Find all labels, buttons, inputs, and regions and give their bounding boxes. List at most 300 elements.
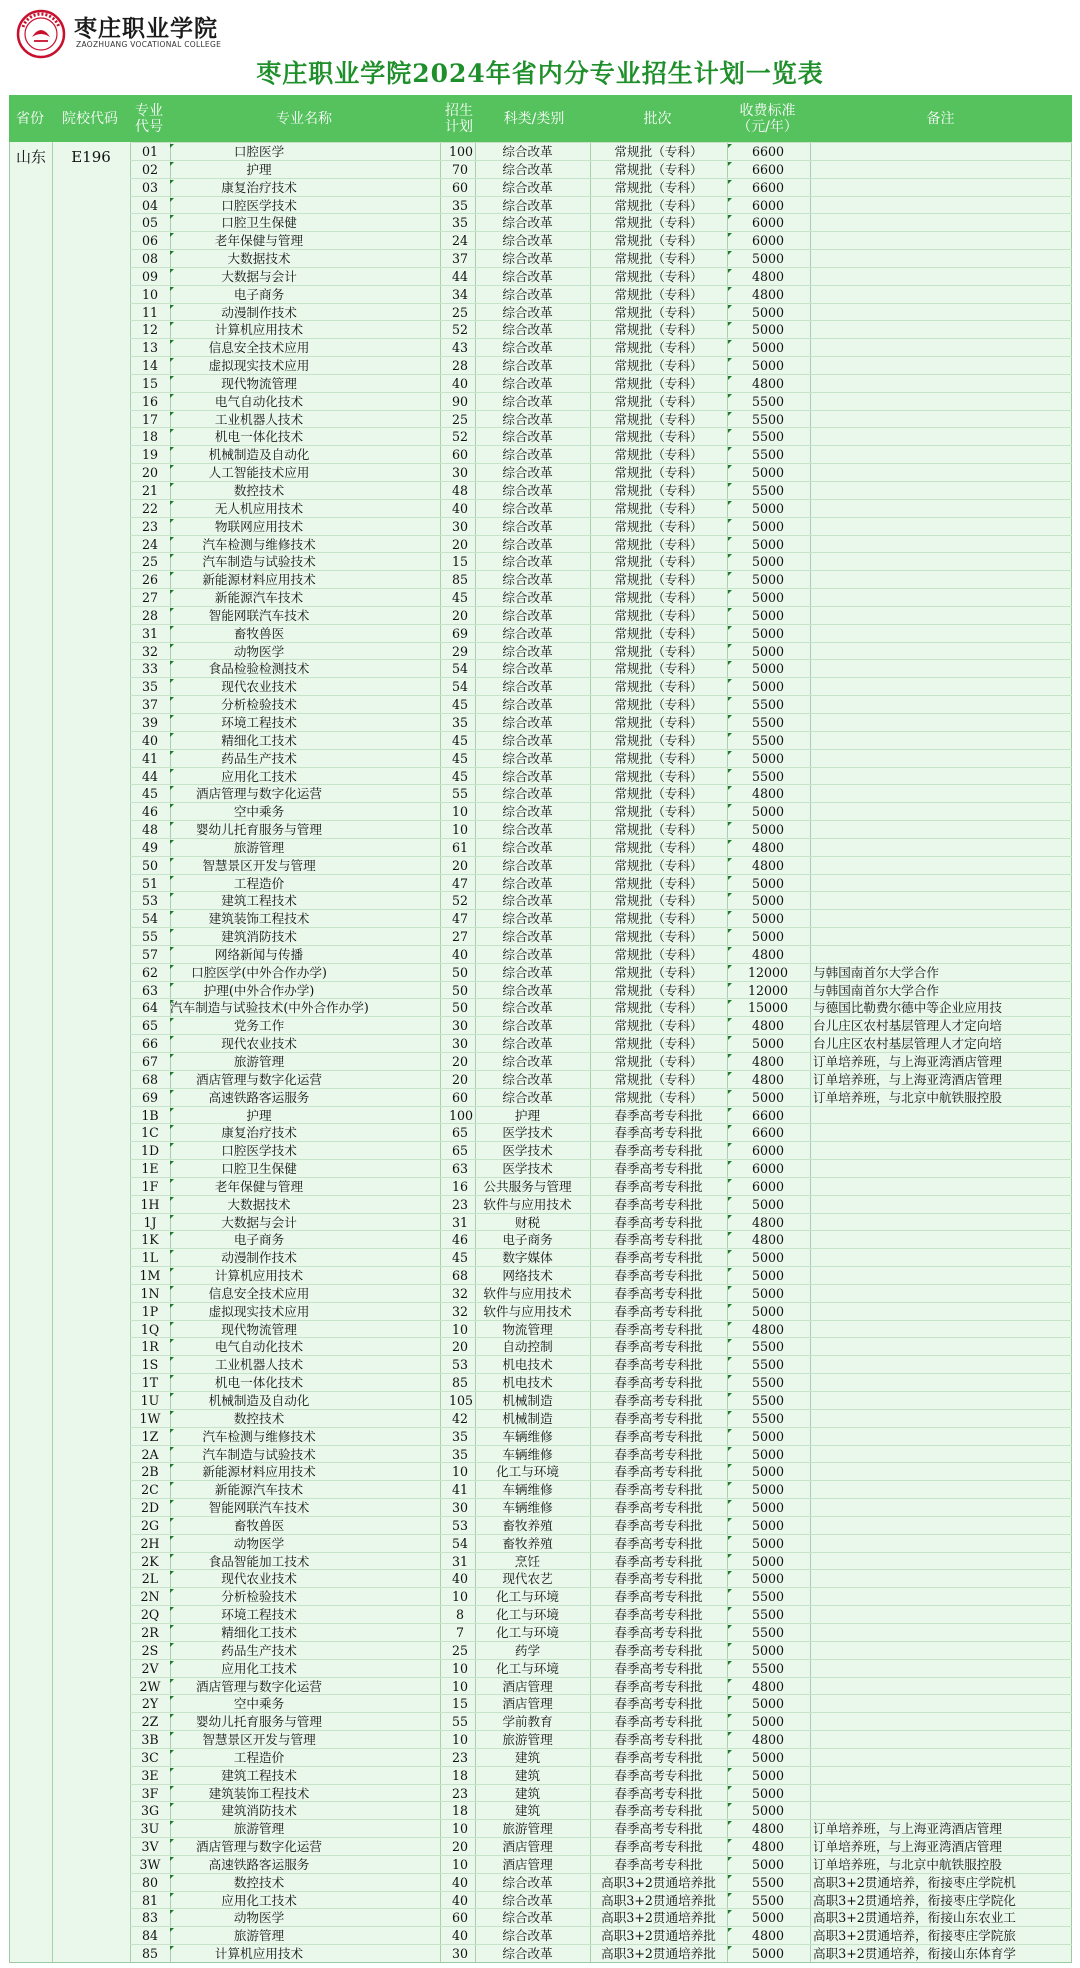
major-name-cell: 数控技术	[233, 1874, 285, 1890]
cell-flag-icon	[728, 394, 732, 398]
category-cell: 机械制造	[502, 1393, 553, 1409]
batch-cell: 春季高考专科批	[614, 1553, 703, 1569]
plan-count-cell: 53	[451, 1517, 469, 1533]
plan-count-cell: 46	[451, 1232, 469, 1248]
note-cell	[811, 1142, 1074, 1159]
plan-count-cell: 20	[451, 857, 469, 873]
major-name-cell: 智慧景区开发与管理	[202, 1732, 316, 1748]
batch-cell: 春季高考专科批	[614, 1428, 703, 1444]
plan-count-cell: 31	[451, 1553, 469, 1569]
table-row	[130, 1302, 1072, 1321]
plan-count-cell: 61	[451, 839, 469, 855]
major-code-cell: 66	[141, 1036, 159, 1052]
plan-count-cell: 40	[451, 946, 469, 962]
major-name-cell: 数控技术	[233, 1410, 285, 1426]
category-cell: 综合改革	[502, 233, 553, 249]
table-row	[130, 606, 1072, 625]
major-name-cell: 智慧景区开发与管理	[202, 857, 316, 873]
fee-cell: 5500	[751, 1892, 785, 1908]
batch-cell: 常规批（专科）	[614, 429, 703, 445]
cell-flag-icon	[170, 733, 174, 737]
table-row	[130, 1569, 1072, 1588]
cell-flag-icon	[728, 1607, 732, 1611]
batch-cell: 常规批（专科）	[614, 483, 703, 499]
note-cell	[811, 143, 1074, 160]
note-cell: 高职3+2贯通培养，衔接山东农业工	[813, 1910, 1016, 1926]
major-code-cell: 2B	[141, 1464, 159, 1480]
major-code-cell: 62	[141, 964, 159, 980]
category-cell: 综合改革	[502, 447, 553, 463]
batch-cell: 春季高考专科批	[614, 1482, 703, 1498]
major-name-cell: 机电一体化技术	[214, 429, 304, 445]
note-cell	[811, 1160, 1074, 1177]
cell-flag-icon	[170, 1500, 174, 1504]
cell-flag-icon	[728, 769, 732, 773]
major-code-cell: 68	[141, 1071, 159, 1087]
category-cell: 综合改革	[502, 411, 553, 427]
cell-flag-icon	[170, 1946, 174, 1950]
table-row	[130, 1694, 1072, 1713]
cell-flag-icon	[728, 287, 732, 291]
note-cell	[811, 161, 1074, 178]
batch-cell: 常规批（专科）	[614, 786, 703, 802]
major-name-cell: 汽车制造与试验技术(中外合作办学)	[170, 1000, 369, 1016]
major-code-cell: 1R	[141, 1339, 159, 1355]
table-row	[130, 1480, 1072, 1499]
cell-flag-icon	[170, 1215, 174, 1219]
table-row	[130, 1516, 1072, 1535]
cell-flag-icon	[170, 1732, 174, 1736]
major-name-cell: 电子商务	[233, 286, 285, 302]
category-cell: 综合改革	[502, 643, 553, 659]
table-row	[130, 998, 1072, 1017]
table-row	[130, 535, 1072, 554]
table-row	[130, 499, 1072, 518]
note-cell	[811, 1231, 1074, 1248]
major-name-cell: 酒店管理与数字化运营	[196, 786, 322, 802]
cell-flag-icon	[728, 1750, 732, 1754]
category-cell: 软件与应用技术	[483, 1285, 572, 1301]
major-code-cell: 2K	[141, 1553, 159, 1569]
major-name-cell: 环境工程技术	[221, 1607, 297, 1623]
cell-flag-icon	[170, 1536, 174, 1540]
batch-cell: 常规批（专科）	[614, 839, 703, 855]
major-code-cell: 41	[141, 750, 159, 766]
major-name-cell: 建筑消防技术	[221, 929, 297, 945]
cell-flag-icon	[728, 1429, 732, 1433]
major-code-cell: 37	[141, 697, 159, 713]
cell-flag-icon	[170, 1072, 174, 1076]
major-name-cell: 动物医学	[233, 1535, 285, 1551]
note-cell	[811, 1588, 1074, 1605]
category-cell: 药学	[514, 1642, 541, 1658]
table-row	[130, 1605, 1072, 1624]
cell-flag-icon	[728, 1215, 732, 1219]
cell-flag-icon	[728, 1197, 732, 1201]
category-cell: 建筑	[514, 1767, 541, 1783]
table-row	[130, 624, 1072, 643]
category-cell: 综合改革	[502, 1946, 553, 1962]
fee-cell: 5500	[751, 714, 785, 730]
batch-cell: 常规批（专科）	[614, 393, 703, 409]
cell-flag-icon	[728, 786, 732, 790]
note-cell	[811, 1713, 1074, 1730]
fee-cell: 5000	[751, 1535, 785, 1551]
fee-cell: 4800	[751, 1821, 785, 1837]
batch-cell: 春季高考专科批	[614, 1642, 703, 1658]
cell-flag-icon	[728, 1696, 732, 1700]
major-name-cell: 酒店管理与数字化运营	[196, 1678, 322, 1694]
table-row	[130, 891, 1072, 910]
cell-flag-icon	[728, 840, 732, 844]
note-cell	[811, 785, 1074, 802]
cell-flag-icon	[170, 644, 174, 648]
cell-flag-icon	[728, 1090, 732, 1094]
cell-flag-icon	[170, 1018, 174, 1022]
note-cell	[811, 1267, 1074, 1284]
plan-count-cell: 35	[451, 714, 469, 730]
major-name-cell: 畜牧兽医	[233, 1517, 285, 1533]
table-row	[130, 927, 1072, 946]
note-cell	[811, 857, 1074, 874]
note-cell	[811, 768, 1074, 785]
note-cell	[811, 803, 1074, 820]
table-row	[130, 981, 1072, 1000]
cell-flag-icon	[728, 1018, 732, 1022]
major-code-cell: 13	[141, 340, 159, 356]
cell-flag-icon	[170, 1054, 174, 1058]
major-code-cell: 2Z	[141, 1714, 159, 1730]
cell-flag-icon	[728, 1375, 732, 1379]
note-cell	[811, 1249, 1074, 1266]
major-code-cell: 06	[141, 233, 159, 249]
major-name-cell: 现代农业技术	[221, 679, 297, 695]
note-cell	[811, 607, 1074, 624]
batch-cell: 常规批（专科）	[614, 286, 703, 302]
major-code-cell: 3F	[141, 1785, 159, 1801]
major-name-cell: 应用化工技术	[221, 1660, 297, 1676]
table-row	[130, 1052, 1072, 1071]
plan-count-cell: 63	[451, 1161, 469, 1177]
major-code-cell: 03	[141, 179, 159, 195]
batch-cell: 春季高考专科批	[614, 1660, 703, 1676]
major-name-cell: 空中乘务	[233, 804, 285, 820]
table-row	[130, 1177, 1072, 1196]
batch-cell: 春季高考专科批	[614, 1803, 703, 1819]
table-row	[130, 802, 1072, 821]
cell-flag-icon	[170, 1661, 174, 1665]
batch-cell: 春季高考专科批	[614, 1785, 703, 1801]
table-row	[130, 178, 1072, 197]
category-cell: 综合改革	[502, 393, 553, 409]
header-plan	[439, 95, 479, 142]
header-category: 科类/类别	[503, 110, 565, 127]
table-row	[130, 1855, 1072, 1874]
batch-cell: 常规批（专科）	[614, 465, 703, 481]
major-name-cell: 高速铁路客运服务	[208, 1856, 310, 1872]
plan-count-cell: 90	[451, 393, 469, 409]
fee-cell: 5000	[751, 1803, 785, 1819]
major-name-cell: 动物医学	[233, 643, 285, 659]
major-name-cell: 汽车检测与维修技术	[202, 1428, 316, 1444]
batch-cell: 常规批（专科）	[614, 1054, 703, 1069]
category-cell: 综合改革	[502, 679, 553, 695]
table-row	[130, 267, 1072, 286]
major-name-cell: 畜牧兽医	[233, 625, 285, 641]
note-cell	[811, 1517, 1074, 1534]
cell-flag-icon	[170, 554, 174, 558]
note-cell	[811, 553, 1074, 570]
table-row	[130, 1552, 1072, 1571]
table-row	[130, 1908, 1072, 1927]
plan-count-cell: 44	[451, 268, 469, 284]
cell-flag-icon	[728, 1786, 732, 1790]
major-name-cell: 新能源汽车技术	[214, 590, 304, 606]
note-cell: 台儿庄区农村基层管理人才定向培	[813, 1036, 1002, 1052]
category-cell: 综合改革	[502, 429, 553, 445]
batch-cell: 常规批（专科）	[614, 893, 703, 909]
major-code-cell: 2N	[140, 1589, 160, 1605]
plan-count-cell: 65	[451, 1143, 469, 1159]
plan-count-cell: 52	[451, 429, 469, 445]
batch-cell: 春季高考专科批	[614, 1678, 703, 1694]
major-name-cell: 高速铁路客运服务	[208, 1089, 310, 1105]
major-name-cell: 旅游管理	[233, 1821, 285, 1837]
major-name-cell: 电子商务	[233, 1232, 285, 1248]
cell-flag-icon	[170, 1000, 174, 1004]
plan-count-cell: 50	[451, 982, 469, 998]
fee-cell: 5000	[751, 607, 785, 623]
category-cell: 化工与环境	[496, 1660, 559, 1676]
table-row	[130, 552, 1072, 571]
fee-cell: 5000	[751, 304, 785, 320]
category-cell: 烹饪	[514, 1553, 541, 1569]
batch-cell: 春季高考专科批	[614, 1446, 703, 1462]
cell-flag-icon	[728, 215, 732, 219]
fee-cell: 4800	[751, 286, 785, 302]
header-major-code	[129, 95, 169, 142]
major-code-cell: 2V	[141, 1660, 159, 1676]
batch-cell: 常规批（专科）	[614, 911, 703, 927]
cell-flag-icon	[728, 858, 732, 862]
major-code-cell: 33	[141, 661, 159, 677]
major-code-cell: 22	[141, 500, 159, 516]
table-row	[130, 249, 1072, 268]
table-row	[130, 231, 1072, 250]
fee-cell: 5000	[751, 536, 785, 552]
cell-flag-icon	[728, 519, 732, 523]
cell-flag-icon	[170, 1304, 174, 1308]
cell-flag-icon	[170, 447, 174, 451]
table-row	[130, 463, 1072, 482]
table-row	[130, 1748, 1072, 1767]
college-seal-icon	[16, 9, 66, 59]
batch-cell: 常规批（专科）	[614, 447, 703, 463]
category-cell: 自动控制	[502, 1339, 553, 1355]
batch-cell: 春季高考专科批	[614, 1607, 703, 1623]
cell-flag-icon	[728, 1910, 732, 1914]
major-name-cell: 机械制造及自动化	[208, 1393, 310, 1409]
category-cell: 机电技术	[502, 1375, 553, 1391]
note-cell	[811, 428, 1074, 445]
category-cell: 机电技术	[502, 1357, 553, 1373]
category-cell: 综合改革	[502, 1874, 553, 1890]
note-cell	[811, 1285, 1074, 1302]
table-row	[130, 445, 1072, 464]
batch-cell: 常规批（专科）	[614, 215, 703, 231]
major-name-cell: 婴幼儿托育服务与管理	[196, 1714, 322, 1730]
cell-flag-icon	[728, 537, 732, 541]
fee-cell: 5000	[751, 572, 785, 588]
cell-flag-icon	[728, 1839, 732, 1843]
plan-count-cell: 41	[451, 1482, 469, 1498]
plan-count-cell: 40	[451, 500, 469, 516]
plan-count-cell: 10	[451, 1464, 469, 1480]
major-code-cell: 2R	[141, 1624, 159, 1640]
major-name-cell: 新能源汽车技术	[214, 1482, 304, 1498]
plan-count-cell: 45	[451, 768, 469, 784]
major-name-cell: 口腔医学技术	[221, 197, 297, 213]
plan-count-cell: 53	[451, 1357, 469, 1373]
major-code-cell: 2G	[140, 1517, 160, 1533]
plan-count-cell: 52	[451, 322, 469, 338]
category-cell: 综合改革	[502, 500, 553, 516]
table-row	[130, 427, 1072, 446]
header-major-code-line2: 代号	[135, 118, 163, 135]
fee-cell: 5000	[751, 1749, 785, 1765]
major-name-cell: 婴幼儿托育服务与管理	[196, 822, 322, 838]
major-code-cell: 1T	[141, 1375, 159, 1391]
cell-flag-icon	[728, 269, 732, 273]
plan-count-cell: 43	[451, 340, 469, 356]
major-name-cell: 无人机应用技术	[214, 500, 304, 516]
major-name-cell: 机电一体化技术	[214, 1375, 304, 1391]
category-cell: 综合改革	[502, 554, 553, 570]
batch-cell: 春季高考专科批	[614, 1856, 703, 1872]
note-cell	[811, 1499, 1074, 1516]
major-name-cell: 口腔卫生保健	[221, 1161, 297, 1177]
major-name-cell: 环境工程技术	[221, 714, 297, 730]
major-code-cell: 3C	[141, 1749, 159, 1765]
major-name-cell: 旅游管理	[233, 839, 285, 855]
table-row	[130, 1587, 1072, 1606]
category-cell: 综合改革	[502, 929, 553, 945]
header-note: 备注	[926, 110, 955, 127]
note-cell	[811, 1463, 1074, 1480]
cell-flag-icon	[170, 661, 174, 665]
batch-cell: 常规批（专科）	[614, 643, 703, 659]
major-code-cell: 32	[141, 643, 159, 659]
table-row	[130, 392, 1072, 411]
note-cell	[811, 339, 1074, 356]
category-cell: 综合改革	[502, 304, 553, 320]
note-cell	[811, 1802, 1074, 1819]
table-row	[130, 1070, 1072, 1089]
cell-flag-icon	[728, 697, 732, 701]
major-name-cell: 建筑消防技术	[221, 1803, 297, 1819]
category-cell: 综合改革	[502, 268, 553, 284]
category-cell: 综合改革	[502, 340, 553, 356]
cell-flag-icon	[170, 1910, 174, 1914]
major-code-cell: 18	[141, 429, 159, 445]
category-cell: 综合改革	[502, 572, 553, 588]
cell-flag-icon	[170, 465, 174, 469]
cell-flag-icon	[728, 1232, 732, 1236]
major-code-cell: 2A	[141, 1446, 159, 1462]
batch-cell: 春季高考专科批	[614, 1767, 703, 1783]
category-cell: 建筑	[514, 1785, 541, 1801]
cell-flag-icon	[728, 1072, 732, 1076]
fee-cell: 6000	[751, 215, 785, 231]
fee-cell: 5500	[751, 697, 785, 713]
table-row	[130, 1801, 1072, 1820]
table-row	[130, 1355, 1072, 1374]
major-name-cell: 老年保健与管理	[214, 1178, 304, 1194]
major-name-cell: 口腔医学	[233, 144, 285, 159]
table-row	[130, 1730, 1072, 1749]
category-cell: 综合改革	[502, 1000, 553, 1016]
major-name-cell: 虚拟现实技术应用	[208, 1303, 310, 1319]
batch-cell: 常规批（专科）	[614, 375, 703, 391]
cell-flag-icon	[728, 1108, 732, 1112]
brand-name-en: ZAOZHUANG VOCATIONAL COLLEGE	[76, 40, 222, 49]
major-code-cell: 2Y	[141, 1696, 159, 1712]
fee-cell: 5000	[751, 1696, 785, 1712]
fee-cell: 5500	[751, 411, 785, 427]
major-code-cell: 1F	[141, 1178, 159, 1194]
fee-cell: 5000	[751, 1500, 785, 1516]
cell-flag-icon	[728, 733, 732, 737]
major-code-cell: 1B	[141, 1107, 159, 1123]
header-institution-code: 院校代码	[62, 110, 118, 127]
major-code-cell: 24	[141, 536, 159, 552]
institution-code-cell: E196	[71, 148, 111, 166]
batch-cell: 春季高考专科批	[614, 1250, 703, 1266]
note-cell	[811, 250, 1074, 267]
cell-flag-icon	[728, 608, 732, 612]
plan-count-cell: 40	[451, 1928, 469, 1944]
category-cell: 综合改革	[502, 839, 553, 855]
major-name-cell: 信息安全技术应用	[208, 340, 310, 356]
cell-flag-icon	[728, 965, 732, 969]
batch-cell: 春季高考专科批	[614, 1161, 703, 1177]
fee-cell: 5000	[751, 1714, 785, 1730]
cell-flag-icon	[728, 1054, 732, 1058]
cell-flag-icon	[728, 501, 732, 505]
cell-flag-icon	[728, 1304, 732, 1308]
category-cell: 旅游管理	[502, 1732, 553, 1748]
cell-flag-icon	[170, 1090, 174, 1094]
cell-flag-icon	[170, 1286, 174, 1290]
cell-flag-icon	[170, 287, 174, 291]
cell-flag-icon	[170, 626, 174, 630]
note-cell: 台儿庄区农村基层管理人才定向培	[813, 1018, 1002, 1034]
batch-cell: 春季高考专科批	[614, 1357, 703, 1373]
major-code-cell: 1D	[140, 1143, 160, 1159]
major-code-cell: 16	[141, 393, 159, 409]
major-name-cell: 汽车制造与试验技术	[202, 554, 316, 570]
table-row	[130, 1373, 1072, 1392]
cell-flag-icon	[728, 1286, 732, 1290]
note-cell	[811, 750, 1074, 767]
header-major-code-line1: 专业	[135, 102, 163, 119]
cell-flag-icon	[170, 822, 174, 826]
plan-count-cell: 30	[451, 1500, 469, 1516]
major-code-cell: 1W	[139, 1410, 161, 1426]
plan-count-cell: 45	[451, 750, 469, 766]
cell-flag-icon	[728, 1857, 732, 1861]
cell-flag-icon	[170, 1518, 174, 1522]
